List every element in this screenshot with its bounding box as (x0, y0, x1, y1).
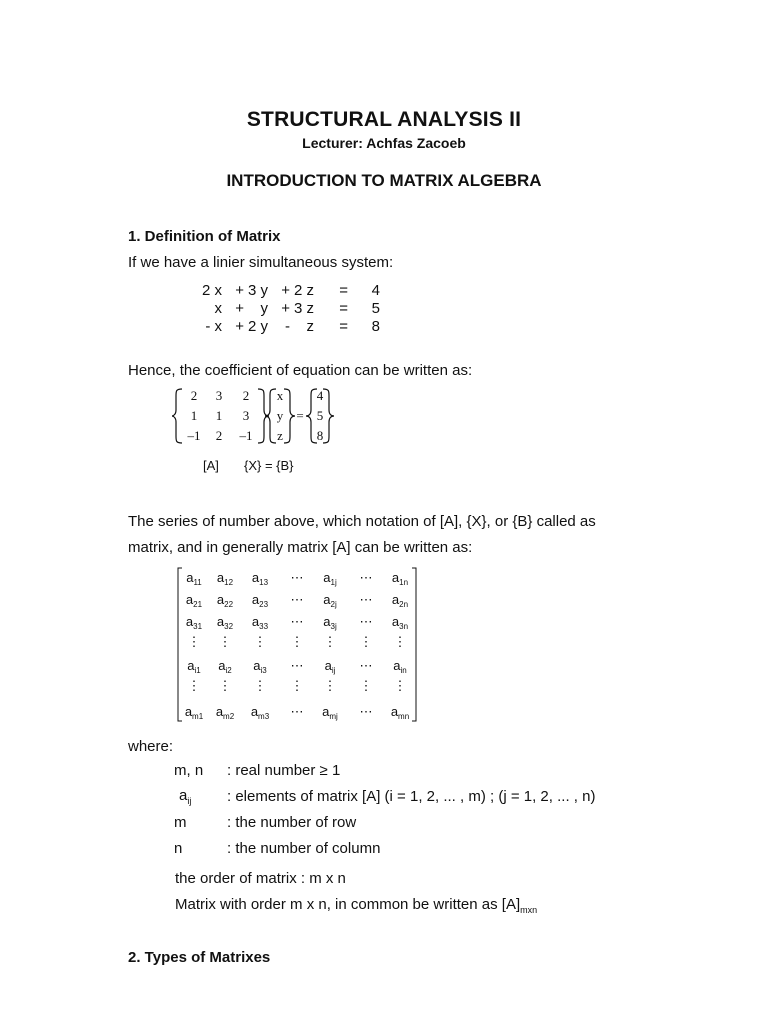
section-1-heading: 1. Definition of Matrix (128, 228, 281, 245)
series-paragraph-line-2: matrix, and in generally matrix [A] can be written as: (128, 539, 473, 556)
general-matrix-subscript: 33 (259, 622, 269, 631)
general-matrix-cell (324, 634, 337, 649)
general-matrix-symbol: a (215, 704, 224, 719)
general-matrix-subscript: ij (331, 666, 336, 675)
definition-description: : the number of row (227, 813, 357, 831)
definition-description: : real number ≥ 1 (227, 761, 341, 779)
general-matrix-symbol: ⋮ (393, 634, 407, 649)
general-matrix-subscript: i2 (225, 666, 232, 675)
general-matrix-symbol: a (390, 704, 399, 719)
general-matrix-symbol: a (323, 570, 331, 585)
general-matrix-subscript: mj (329, 712, 338, 721)
general-matrix-cell (186, 592, 203, 609)
general-matrix-cell (360, 704, 373, 719)
b-vector-right-brace (323, 389, 334, 443)
general-matrix-symbol: a (251, 614, 260, 629)
general-matrix-symbol: ⋯ (359, 704, 373, 719)
section-2-heading: 2. Types of Matrixes (128, 949, 271, 966)
general-matrix-subscript: 3n (399, 622, 409, 631)
general-matrix-symbol: a (322, 704, 330, 719)
definition-description: : the number of column (227, 839, 381, 857)
coef-matrix-cell: 3 (215, 388, 223, 403)
general-matrix-symbol: ⋯ (290, 704, 304, 719)
definition-term-text: n (174, 839, 183, 857)
definition-term (174, 783, 227, 809)
general-matrix-symbol: a (391, 592, 400, 607)
general-matrix-cell (391, 704, 409, 721)
general-matrix-cell (325, 658, 336, 675)
general-matrix-symbol: a (216, 592, 225, 607)
general-matrix-symbol: ⋮ (359, 678, 373, 693)
coef-matrix-left-brace (172, 389, 182, 443)
general-matrix-symbol: a (251, 570, 260, 585)
equation-term: 2 z (293, 281, 314, 299)
general-matrix-cell (394, 634, 407, 649)
general-matrix-cell (252, 592, 269, 609)
general-matrix-cell (291, 614, 304, 629)
general-matrix-subscript: 31 (193, 622, 203, 631)
general-matrix-cell (253, 658, 267, 675)
equation-term: 2 y (247, 317, 268, 335)
general-matrix-symbol: a (187, 658, 195, 673)
x-vector-cell: y (276, 408, 284, 423)
general-matrix-cell (360, 614, 373, 629)
general-matrix-subscript: in (400, 666, 407, 675)
coef-matrix-cell: 3 (242, 408, 250, 423)
general-matrix-subscript: 13 (259, 578, 269, 587)
general-matrix-cell (394, 678, 407, 693)
series-paragraph-line-1: The series of number above, which notation of [A], {X}, or {B} called as (128, 513, 596, 530)
general-matrix-cell (324, 678, 337, 693)
general-matrix-symbol: ⋮ (359, 634, 373, 649)
general-matrix-cell (251, 704, 270, 721)
definition-term-text: a (179, 786, 188, 804)
definition-term-subscript: ij (187, 795, 192, 806)
general-matrix-right-bracket (412, 568, 416, 721)
equation-row (200, 317, 380, 335)
general-matrix-symbol: a (218, 658, 226, 673)
general-matrix-cell (254, 634, 267, 649)
equation-term: = (339, 299, 348, 317)
equation-term: + (281, 281, 290, 299)
general-matrix-subscript: 2n (399, 600, 409, 609)
document-subtitle: INTRODUCTION TO MATRIX ALGEBRA (226, 171, 542, 190)
equation-system (200, 281, 380, 335)
lecturer-line: Lecturer: Achfas Zacoeb (302, 135, 466, 151)
coef-matrix-cell: –1 (239, 428, 253, 443)
equation-term: z (306, 317, 314, 335)
general-matrix-cell (185, 704, 204, 721)
x-vector-right-brace (284, 389, 295, 443)
equation-term: = (339, 281, 348, 299)
order-common-text: Matrix with order m x n, in common be written as [A] (175, 896, 521, 913)
label-x-equals-b: {X} = {B} (244, 458, 294, 473)
equation-term: + (235, 281, 244, 299)
general-matrix-cell (252, 570, 269, 587)
general-matrix-cell (252, 614, 269, 631)
general-matrix-symbol: ⋯ (290, 570, 304, 585)
general-matrix-cell (291, 634, 304, 649)
hence-paragraph: Hence, the coefficient of equation can be written as: (128, 362, 473, 379)
general-matrix-symbol: a (216, 614, 225, 629)
general-matrix-symbol: ⋮ (218, 678, 232, 693)
equation-term: + (281, 299, 290, 317)
general-matrix-symbol: a (216, 570, 225, 585)
general-matrix-subscript: 1j (330, 578, 337, 587)
general-matrix-left-bracket (178, 568, 182, 721)
general-matrix-cell (393, 658, 406, 675)
general-matrix-symbol: ⋮ (218, 634, 232, 649)
general-matrix-cell (188, 678, 201, 693)
general-matrix-symbol: a (323, 592, 331, 607)
general-matrix-symbol: ⋮ (253, 634, 267, 649)
definition-row (174, 757, 595, 783)
general-matrix-symbol: a (393, 658, 401, 673)
general-matrix-symbol: a (185, 614, 194, 629)
b-vector-left-brace (306, 389, 317, 443)
general-matrix-cell (323, 592, 337, 609)
general-matrix-subscript: 3j (330, 622, 337, 631)
general-matrix-symbol: ⋯ (359, 570, 373, 585)
general-matrix-subscript: i1 (194, 666, 201, 675)
equation-term: - x (205, 317, 222, 335)
general-matrix-cell (291, 678, 304, 693)
general-matrix-symbol: a (323, 614, 331, 629)
equation-term: 2 x (201, 281, 222, 299)
equation-row (200, 299, 380, 317)
general-matrix-cell (216, 704, 235, 721)
b-vector-cell: 5 (316, 408, 324, 423)
equation-term: + (235, 299, 244, 317)
general-matrix-symbol: ⋮ (290, 678, 304, 693)
general-matrix (176, 566, 422, 724)
general-matrix-subscript: 22 (224, 600, 234, 609)
x-vector-left-brace-lower (265, 416, 276, 443)
general-matrix-subscript: 32 (224, 622, 234, 631)
general-matrix-cell (186, 614, 203, 631)
equation-term: + (235, 317, 244, 335)
b-vector-cell: 4 (316, 388, 324, 403)
definition-term (174, 835, 227, 861)
general-matrix-cell (217, 592, 234, 609)
general-matrix-symbol: ⋯ (290, 658, 304, 673)
general-matrix-subscript: i3 (260, 666, 267, 675)
general-matrix-symbol: a (391, 614, 400, 629)
general-matrix-symbol: a (185, 592, 194, 607)
general-matrix-subscript: m1 (192, 712, 204, 721)
general-matrix-cell (392, 614, 408, 631)
definition-row (174, 783, 595, 809)
general-matrix-cell (218, 658, 232, 675)
equation-term: - (285, 317, 290, 335)
definition-term-text: m, n (174, 761, 204, 779)
coef-matrix-cell: 2 (215, 428, 223, 443)
x-vector-cell: x (276, 388, 284, 403)
b-vector-cell: 8 (316, 428, 324, 443)
general-matrix-cell (219, 634, 232, 649)
general-matrix-symbol: ⋮ (187, 678, 201, 693)
general-matrix-cell (187, 658, 201, 675)
coef-matrix-cell: 1 (190, 408, 198, 423)
coef-matrix-cell: –1 (187, 428, 201, 443)
order-line: the order of matrix : m x n (175, 870, 346, 887)
general-matrix-cell (322, 704, 338, 721)
general-matrix-subscript: 21 (193, 600, 203, 609)
order-common-subscript: mxn (520, 905, 538, 915)
general-matrix-symbol: a (391, 570, 400, 585)
definition-row (174, 809, 595, 835)
equation-row (200, 281, 380, 299)
general-matrix-subscript: 2j (330, 600, 337, 609)
general-matrix-symbol: ⋯ (290, 614, 304, 629)
equation-term: 8 (371, 317, 380, 335)
coef-matrix-cell: 2 (242, 388, 250, 403)
general-matrix-symbol: ⋮ (323, 634, 337, 649)
coef-matrix-cell: 2 (190, 388, 198, 403)
general-matrix-cell (323, 614, 337, 631)
coefficient-matrix-equation (172, 384, 342, 448)
equation-term: = (339, 317, 348, 335)
equation-term: 3 y (247, 281, 268, 299)
general-matrix-symbol: ⋮ (253, 678, 267, 693)
general-matrix-cell (392, 592, 408, 609)
general-matrix-cell (186, 570, 202, 587)
general-matrix-symbol: ⋯ (359, 614, 373, 629)
general-matrix-subscript: mn (398, 712, 410, 721)
definitions-list (174, 757, 595, 861)
general-matrix-symbol: ⋯ (290, 592, 304, 607)
general-matrix-symbol: ⋯ (359, 658, 373, 673)
equation-term: y (260, 299, 268, 317)
general-matrix-cell (392, 570, 408, 587)
where-label: where: (128, 738, 174, 755)
definition-description: : elements of matrix [A] (i = 1, 2, ... , m) ; (j = 1, 2, ... , n) (227, 787, 596, 805)
equation-term: x (214, 299, 222, 317)
general-matrix-symbol: a (251, 592, 260, 607)
general-matrix-cell (360, 592, 373, 607)
general-matrix-cell (323, 570, 337, 587)
general-matrix-cell (254, 678, 267, 693)
general-matrix-symbol: a (186, 570, 194, 585)
x-vector-cell: z (277, 428, 283, 443)
definition-term (174, 809, 227, 835)
general-matrix-cell (291, 704, 304, 719)
general-matrix-cell (291, 570, 304, 585)
general-matrix-cell (360, 570, 373, 585)
equation-term: 4 (371, 281, 380, 299)
general-matrix-symbol: ⋮ (290, 634, 304, 649)
general-matrix-cell (360, 658, 373, 673)
coef-matrix-cell: 1 (215, 408, 223, 423)
general-matrix-cell (291, 592, 304, 607)
equals-sign: = (296, 408, 304, 423)
document-title: STRUCTURAL ANALYSIS II (246, 108, 522, 131)
general-matrix-subscript: m2 (223, 712, 235, 721)
x-vector-left-brace (265, 389, 276, 416)
general-matrix-subscript: 11 (193, 578, 202, 587)
general-matrix-cell (360, 678, 373, 693)
label-matrix-a: [A] (203, 458, 219, 473)
general-matrix-symbol: a (324, 658, 332, 673)
general-matrix-cell (291, 658, 304, 673)
definition-row (174, 835, 595, 861)
general-matrix-subscript: 23 (259, 600, 269, 609)
general-matrix-cell (188, 634, 201, 649)
general-matrix-subscript: 12 (224, 578, 234, 587)
general-matrix-symbol: ⋮ (323, 678, 337, 693)
order-common-line (175, 896, 537, 915)
general-matrix-symbol: ⋯ (359, 592, 373, 607)
general-matrix-cell (219, 678, 232, 693)
definition-term (174, 757, 227, 783)
general-matrix-subscript: 1n (399, 578, 409, 587)
general-matrix-subscript: m3 (258, 712, 270, 721)
general-matrix-cell (217, 614, 234, 631)
general-matrix-symbol: a (250, 704, 259, 719)
definition-term-text: m (174, 813, 187, 831)
general-matrix-symbol: a (253, 658, 261, 673)
equation-term: 5 (371, 299, 380, 317)
equation-term: 3 z (293, 299, 314, 317)
general-matrix-symbol: ⋮ (187, 634, 201, 649)
general-matrix-symbol: a (184, 704, 193, 719)
intro-paragraph: If we have a linier simultaneous system: (128, 254, 394, 271)
general-matrix-symbol: ⋮ (393, 678, 407, 693)
general-matrix-cell (360, 634, 373, 649)
general-matrix-cell (217, 570, 234, 587)
